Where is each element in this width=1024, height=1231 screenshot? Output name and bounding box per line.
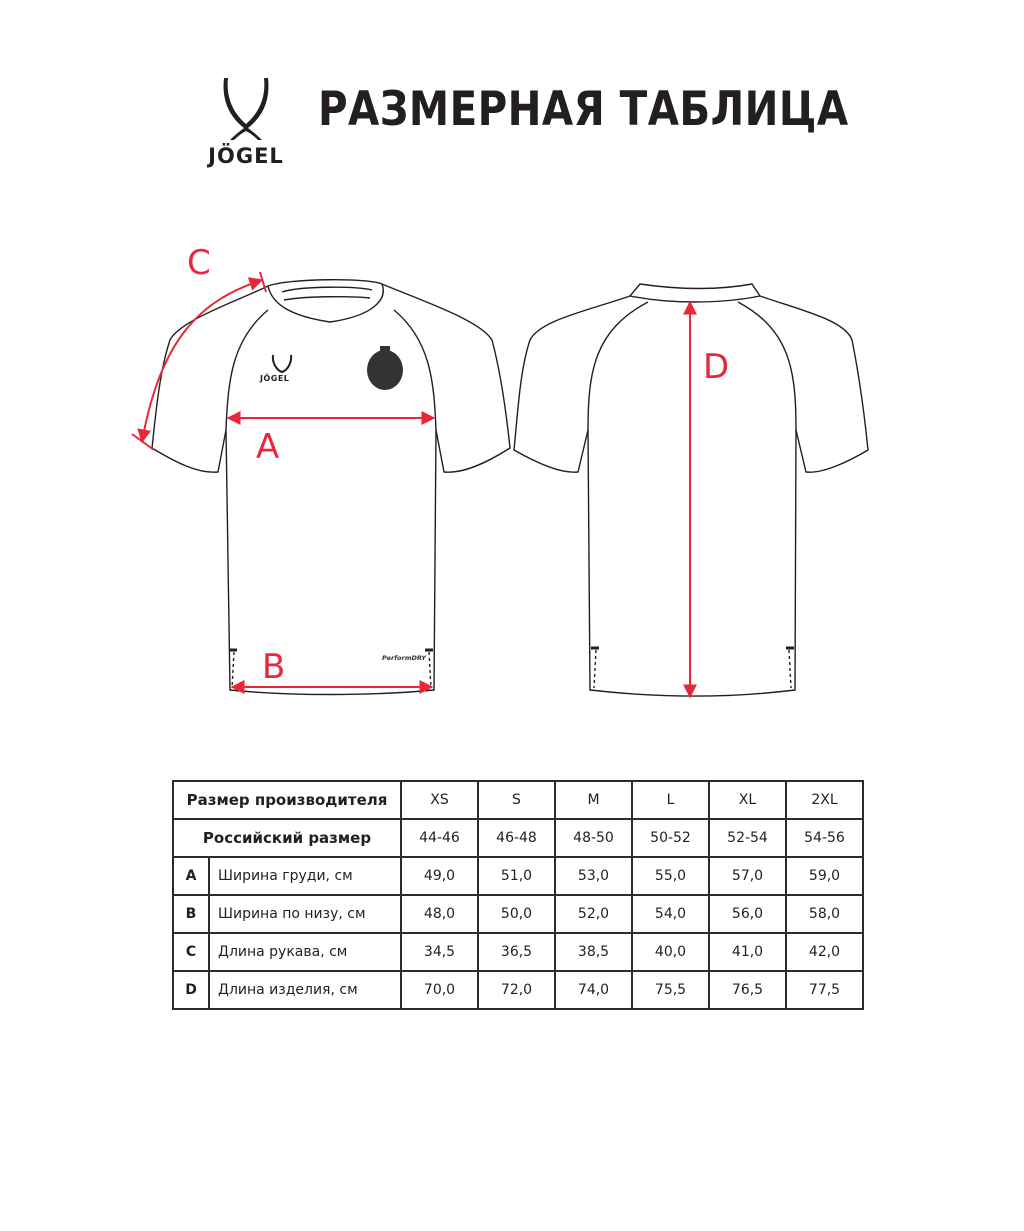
label-a: A bbox=[256, 427, 280, 467]
value-cell: 56,0 bbox=[709, 895, 786, 933]
size-cell: L bbox=[632, 781, 709, 819]
value-cell: 51,0 bbox=[478, 857, 555, 895]
front-shirt bbox=[152, 280, 510, 695]
value-cell: 75,5 bbox=[632, 971, 709, 1009]
size-cell: M bbox=[555, 781, 632, 819]
row-letter: D bbox=[173, 971, 209, 1009]
value-cell: 58,0 bbox=[786, 895, 863, 933]
chest-logo-icon bbox=[273, 355, 291, 372]
value-cell: 36,5 bbox=[478, 933, 555, 971]
label-d: D bbox=[703, 347, 730, 387]
value-cell: 38,5 bbox=[555, 933, 632, 971]
coat-of-arms-icon bbox=[367, 346, 403, 390]
row-label: Длина изделия, см bbox=[209, 971, 401, 1009]
size-cell: 2XL bbox=[786, 781, 863, 819]
value-cell: 49,0 bbox=[401, 857, 478, 895]
value-cell: 74,0 bbox=[555, 971, 632, 1009]
table-row bbox=[173, 857, 863, 895]
table-row bbox=[173, 971, 863, 1009]
header-cell: Размер производителя bbox=[173, 781, 401, 819]
value-cell: 42,0 bbox=[786, 933, 863, 971]
table-row-russian-size bbox=[173, 819, 863, 857]
size-cell: 54-56 bbox=[786, 819, 863, 857]
value-cell: 53,0 bbox=[555, 857, 632, 895]
row-label: Ширина груди, см bbox=[209, 857, 401, 895]
value-cell: 55,0 bbox=[632, 857, 709, 895]
value-cell: 59,0 bbox=[786, 857, 863, 895]
value-cell: 72,0 bbox=[478, 971, 555, 1009]
size-cell: 46-48 bbox=[478, 819, 555, 857]
page-title: РАЗМЕРНАЯ ТАБЛИЦА bbox=[318, 82, 849, 137]
value-cell: 34,5 bbox=[401, 933, 478, 971]
size-table bbox=[172, 780, 864, 1010]
value-cell: 48,0 bbox=[401, 895, 478, 933]
value-cell: 57,0 bbox=[709, 857, 786, 895]
table-row bbox=[173, 933, 863, 971]
value-cell: 50,0 bbox=[478, 895, 555, 933]
value-cell: 41,0 bbox=[709, 933, 786, 971]
value-cell: 77,5 bbox=[786, 971, 863, 1009]
value-cell: 52,0 bbox=[555, 895, 632, 933]
row-letter: C bbox=[173, 933, 209, 971]
size-cell: 48-50 bbox=[555, 819, 632, 857]
row-letter: A bbox=[173, 857, 209, 895]
brand-wordmark: JÖGEL bbox=[208, 144, 284, 168]
row-label: Ширина по низу, см bbox=[209, 895, 401, 933]
size-cell: XS bbox=[401, 781, 478, 819]
size-cell: 50-52 bbox=[632, 819, 709, 857]
table-row-manufacturer-size bbox=[173, 781, 863, 819]
size-cell: XL bbox=[709, 781, 786, 819]
size-cell: 44-46 bbox=[401, 819, 478, 857]
chest-brand-text: JÖGEL bbox=[260, 374, 290, 383]
value-cell: 54,0 bbox=[632, 895, 709, 933]
size-cell: S bbox=[478, 781, 555, 819]
table-row bbox=[173, 895, 863, 933]
value-cell: 40,0 bbox=[632, 933, 709, 971]
row-label: Длина рукава, см bbox=[209, 933, 401, 971]
size-cell: 52-54 bbox=[709, 819, 786, 857]
label-b: B bbox=[262, 647, 286, 687]
value-cell: 70,0 bbox=[401, 971, 478, 1009]
header-cell: Российский размер bbox=[173, 819, 401, 857]
fabric-mark: PerformDRY bbox=[382, 654, 426, 662]
label-c: C bbox=[187, 243, 211, 283]
value-cell: 76,5 bbox=[709, 971, 786, 1009]
row-letter: B bbox=[173, 895, 209, 933]
